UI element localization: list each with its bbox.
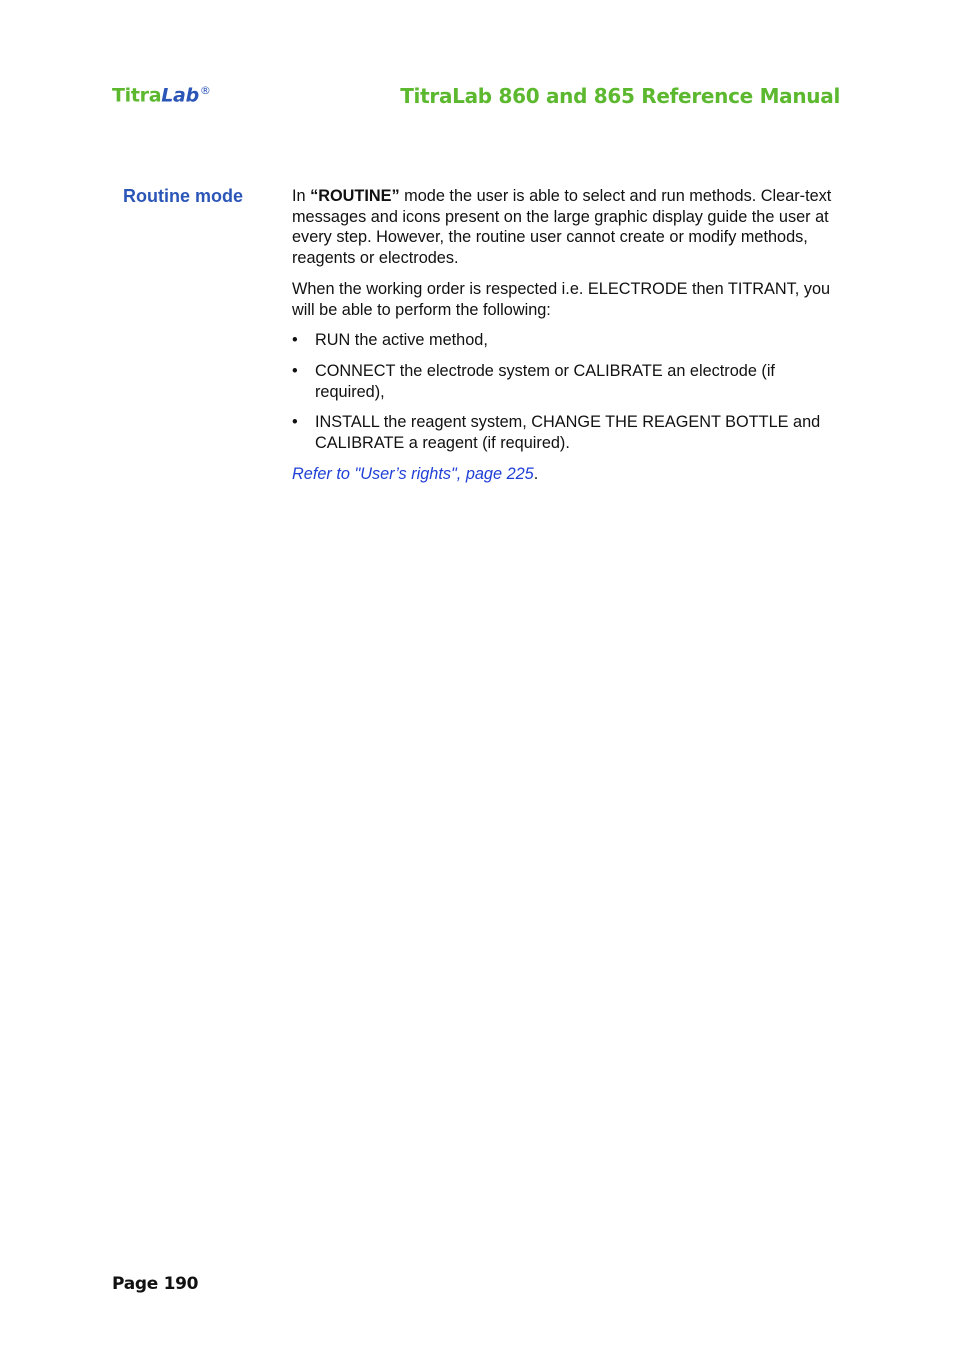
bullet-icon: • bbox=[292, 361, 298, 380]
list-item-text: CONNECT the electrode system or CALIBRATE an electrode (if required), bbox=[315, 361, 775, 401]
bullet-icon: • bbox=[292, 413, 298, 432]
section-content bbox=[292, 186, 840, 494]
brand-prefix: Titra bbox=[112, 84, 162, 107]
working-order-paragraph: When the working order is respected i.e. ELECTRODE then TITRANT, you will be able to perform the following: bbox=[292, 279, 831, 319]
intro-paragraph bbox=[292, 186, 840, 269]
reference-paragraph bbox=[292, 464, 840, 485]
page-number: Page 190 bbox=[112, 1274, 199, 1294]
brand-suffix: Lab bbox=[161, 84, 199, 107]
section-heading: Routine mode bbox=[123, 186, 243, 206]
list-item-text: INSTALL the reagent system, CHANGE THE REAGENT BOTTLE and CALIBRATE a reagent (if required). bbox=[315, 413, 821, 453]
brand-logo bbox=[112, 84, 211, 106]
list-item-text: RUN the active method, bbox=[315, 331, 488, 350]
users-rights-link[interactable]: Refer to "User’s rights", page 225 bbox=[292, 464, 534, 483]
bullet-icon: • bbox=[292, 331, 298, 350]
list-item bbox=[292, 361, 840, 402]
registered-mark: ® bbox=[199, 84, 211, 97]
action-list bbox=[292, 330, 840, 454]
reference-end: . bbox=[533, 464, 539, 483]
manual-title: TitraLab 860 and 865 Reference Manual bbox=[400, 84, 840, 108]
routine-keyword: “ROUTINE” bbox=[310, 187, 400, 205]
list-item bbox=[292, 330, 840, 351]
intro-rest: mode the user is able to select and run methods. Clear-text messages and icons present on the large graphic display guide the user at every step. However, the routine user cannot create or modify methods, reagents or electrodes. bbox=[292, 187, 832, 268]
intro-lead: In bbox=[292, 187, 311, 205]
list-item bbox=[292, 412, 840, 453]
